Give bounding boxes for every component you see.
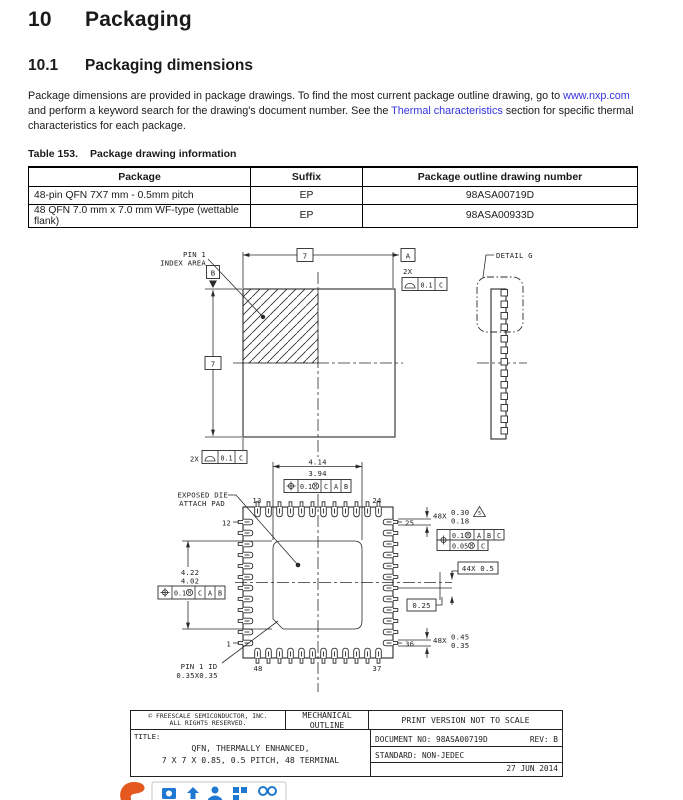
datum-b-label: B (210, 268, 216, 278)
svg-text:C: C (238, 454, 244, 463)
position-tolerance-frame (158, 586, 225, 599)
pin-number: 12 (221, 518, 231, 528)
paragraph-text: and perform a keyword search for the drawing's document number. See the (28, 105, 392, 117)
watermark-toolbar (116, 779, 291, 800)
datum-a-label: A (405, 251, 411, 261)
subsection-heading (28, 57, 253, 75)
position-tolerance-frame (284, 480, 351, 493)
revision: REV: B (529, 735, 558, 744)
svg-text:M: M (314, 484, 317, 490)
package-drawing-table (28, 166, 638, 228)
body-height-dim: 7 (210, 359, 216, 369)
lead-width-min: 0.18 (451, 516, 470, 526)
title-cell (131, 730, 371, 776)
profile-tolerance-frame (202, 451, 247, 464)
mechanical-outline-drawing (0, 240, 683, 705)
standard: STANDARD: NON-JEDEC (375, 751, 465, 760)
leader-dot (296, 563, 301, 568)
svg-text:B: B (343, 482, 349, 491)
qty-2x-label: 2X (189, 454, 199, 464)
package-title-line1: QFN, THERMALLY ENHANCED, (191, 743, 310, 753)
grid-icon (233, 787, 239, 793)
exposed-pad-label: EXPOSED DIE (177, 490, 228, 500)
svg-text:A: A (207, 589, 213, 598)
print-version-cell: PRINT VERSION NOT TO SCALE (369, 711, 562, 730)
package-title-line2: 7 X 7 X 0.85, 0.5 PITCH, 48 TERMINAL (161, 755, 340, 765)
detail-g-label: DETAIL G (496, 251, 533, 260)
svg-text:B: B (217, 589, 223, 598)
pin1-id-size: 0.35X0.35 (176, 671, 218, 680)
body-paragraph (28, 89, 646, 134)
pin1-id-label: PIN 1 ID (180, 662, 218, 671)
table-header-row (29, 167, 638, 186)
composite-position-frame (437, 530, 504, 551)
mechanical-outline-cell: MECHANICAL OUTLINE (286, 711, 369, 730)
half-pitch-dim: 0.25 (412, 600, 431, 610)
cell-drawing-number: 98ASA00933D (363, 204, 638, 227)
subsection-number: 10.1 (28, 57, 59, 74)
table-caption-text: Package drawing information (90, 148, 237, 160)
svg-text:C: C (323, 482, 329, 491)
top-view (160, 249, 447, 693)
pin-number: 48 (253, 664, 263, 673)
cell-suffix: EP (251, 204, 363, 227)
date: 27 JUN 2014 (506, 764, 558, 773)
col-header-drawing-number: Package outline drawing number (363, 167, 638, 186)
pin-number: 1 (226, 639, 231, 649)
svg-text:0.1: 0.1 (220, 454, 233, 463)
bottom-view (158, 290, 508, 681)
document-number: DOCUMENT NO: 98ASA00719D (375, 735, 488, 744)
svg-text:0.05: 0.05 (452, 542, 469, 551)
svg-text:0.1: 0.1 (300, 482, 313, 491)
link-thermal-characteristics[interactable]: Thermal characteristics (391, 105, 503, 117)
exposed-die-attach-pad (273, 541, 362, 629)
qty-48x-label: 48X (433, 636, 447, 645)
leader-dot (261, 315, 265, 319)
pitch-callout (398, 562, 498, 611)
lead-length-max: 0.45 (451, 632, 470, 642)
svg-text:A: A (476, 532, 482, 540)
subsection-title: Packaging dimensions (85, 57, 253, 74)
table-row (29, 186, 638, 204)
svg-text:B: B (486, 532, 492, 540)
cell-drawing-number: 98ASA00719D (363, 186, 638, 204)
section-heading (28, 8, 192, 32)
profile-tolerance-frame (402, 278, 447, 291)
watermark-logo (120, 782, 144, 800)
qty-2x-label: 2X (403, 267, 413, 276)
title-label: TITLE: (134, 732, 161, 741)
svg-text:C: C (480, 542, 486, 551)
user-icon (212, 787, 219, 794)
pin1-index-hatch (243, 289, 318, 363)
pin-number: 24 (372, 496, 382, 505)
section-number: 10 (28, 8, 52, 31)
pin1-index-label: PIN 1 (183, 250, 206, 259)
date-cell (371, 763, 562, 775)
svg-text:0.1: 0.1 (174, 589, 187, 598)
svg-text:M: M (466, 533, 470, 539)
col-header-suffix: Suffix (251, 167, 363, 186)
copyright-cell: © FREESCALE SEMICONDUCTOR, INC. ALL RIGHTS RESERVED. (131, 711, 286, 730)
table-row (29, 204, 638, 227)
pad-width-max: 4.14 (308, 457, 327, 467)
svg-text:0.1: 0.1 (452, 532, 465, 540)
document-number-cell (371, 730, 562, 747)
standard-cell (371, 747, 562, 763)
lead-width-max: 0.30 (451, 508, 470, 517)
svg-text:M: M (188, 590, 191, 597)
section-title: Packaging (85, 8, 192, 31)
cell-package: 48 QFN 7.0 mm x 7.0 mm WF-type (wettable flank) (29, 204, 251, 227)
title-block (130, 710, 563, 777)
col-header-package: Package (29, 167, 251, 186)
svg-text:C: C (496, 532, 502, 540)
link-nxp-website[interactable]: www.nxp.com (563, 90, 630, 102)
svg-text:C: C (438, 281, 444, 290)
body-width-dim: 7 (302, 251, 308, 261)
pin-number: 25 (405, 518, 415, 528)
svg-text:0.1: 0.1 (420, 281, 433, 290)
table-caption (28, 148, 236, 160)
detail-g-zone (477, 277, 523, 332)
paragraph-text: Package dimensions are provided in package drawings. To find the most current package outline drawing, go to (28, 90, 564, 102)
cell-suffix: EP (251, 186, 363, 204)
pin-number: 36 (405, 639, 415, 649)
pad-height-min: 4.02 (180, 576, 200, 586)
cell-package: 48-pin QFN 7X7 mm - 0.5mm pitch (29, 186, 251, 204)
pad-width-min: 3.94 (308, 469, 327, 478)
pin1-index-label: INDEX AREA (160, 258, 206, 268)
table-caption-label: Table 153. (28, 148, 78, 160)
pitch-dim: 44X 0.5 (461, 563, 495, 573)
paragraph-text: section for specific thermal characteristics for each package. (28, 105, 634, 132)
lead-length-min: 0.35 (451, 641, 470, 650)
exposed-pad-label: ATTACH PAD (179, 499, 225, 508)
lead-width-callout (398, 507, 504, 551)
svg-text:M: M (470, 543, 473, 550)
qty-48x-label: 48X (433, 511, 447, 521)
pad-height-max: 4.22 (180, 568, 200, 577)
pin-number: 37 (372, 664, 382, 673)
note-flag-number: 5 (478, 511, 482, 517)
svg-text:C: C (197, 589, 203, 598)
svg-text:A: A (333, 482, 339, 491)
pin-number: 13 (252, 496, 262, 505)
